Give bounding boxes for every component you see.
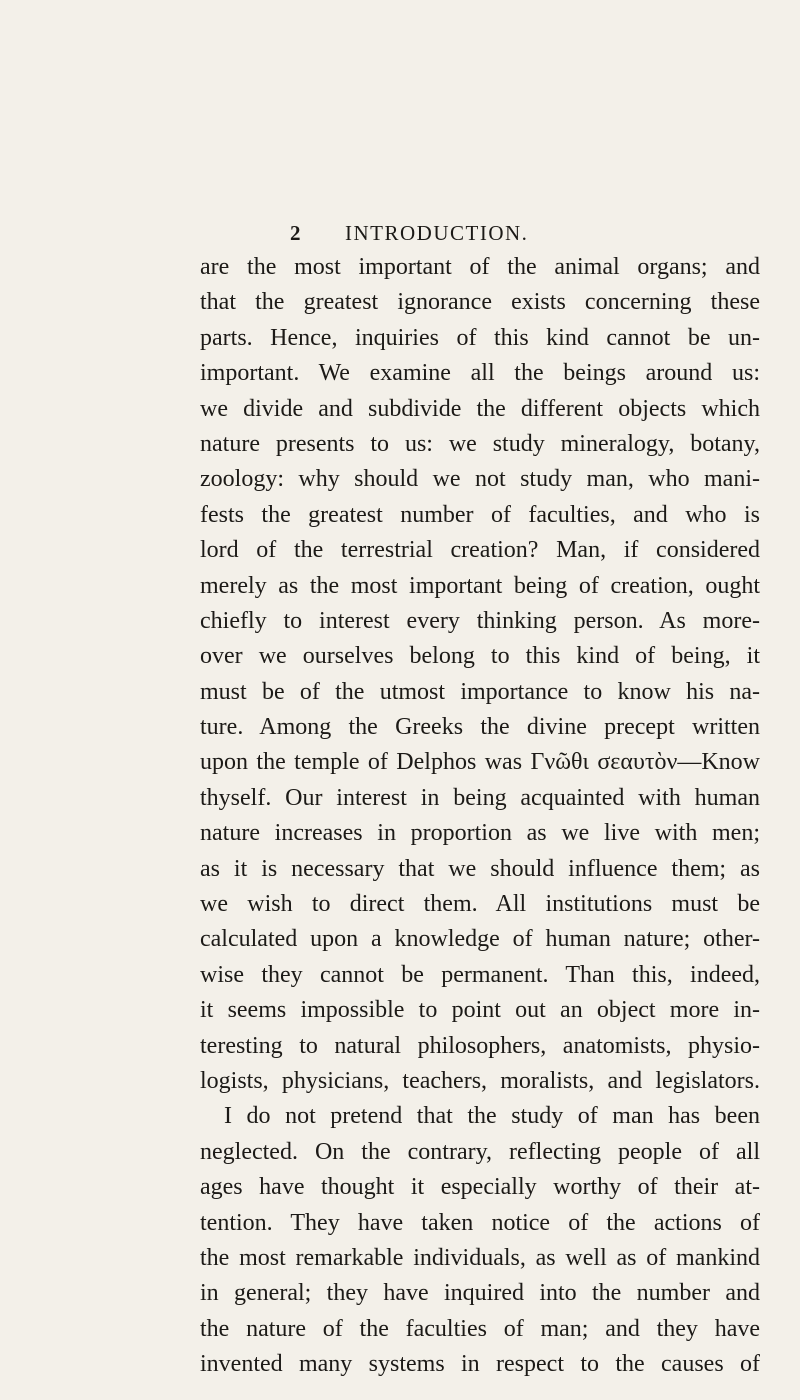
- text-line: ages have thought it especially worthy of their at-: [200, 1174, 760, 1201]
- text-line: tention. They have taken notice of the actions of: [200, 1209, 760, 1236]
- text-line: over we ourselves belong to this kind of being, it: [200, 643, 760, 670]
- text-line: it seems impossible to point out an object more in-: [200, 997, 760, 1024]
- text-line: logists, physicians, teachers, moralists, and legislators.: [200, 1067, 760, 1094]
- text-line: ture. Among the Greeks the divine precept written: [200, 714, 760, 741]
- text-line: fests the greatest number of faculties, and who is: [200, 501, 760, 528]
- text-line: I do not pretend that the study of man has been: [224, 1103, 760, 1130]
- text-line: the nature of the faculties of man; and they have: [200, 1315, 760, 1342]
- running-head: [290, 216, 800, 250]
- text-line: lord of the terrestrial creation? Man, if considered: [200, 537, 760, 564]
- text-line: nature presents to us: we study mineralogy, botany,: [200, 430, 760, 457]
- text-line: invented many systems in respect to the causes of: [200, 1351, 760, 1378]
- text-line: important. We examine all the beings around us:: [200, 360, 760, 387]
- text-line: parts. Hence, inquiries of this kind cannot be un-: [200, 324, 760, 351]
- body-text: [200, 250, 760, 1383]
- page-number: 2: [290, 221, 302, 245]
- text-line: we wish to direct them. All institutions must be: [200, 891, 760, 918]
- text-line: we divide and subdivide the different objects which: [200, 395, 760, 422]
- text-line: thyself. Our interest in being acquainted with human: [200, 784, 760, 811]
- text-line: neglected. On the contrary, reflecting people of all: [200, 1138, 760, 1165]
- text-line: calculated upon a knowledge of human nature; other-: [200, 926, 760, 953]
- text-line: zoology: why should we not study man, who mani-: [200, 466, 760, 493]
- text-line: must be of the utmost importance to know his na-: [200, 678, 760, 705]
- text-line: that the greatest ignorance exists concerning these: [200, 289, 760, 316]
- text-line: teresting to natural philosophers, anatomists, physio-: [200, 1032, 760, 1059]
- text-line: as it is necessary that we should influence them; as: [200, 855, 760, 882]
- text-line: chiefly to interest every thinking person. As more-: [200, 607, 760, 634]
- text-line: in general; they have inquired into the number and: [200, 1280, 760, 1307]
- text-line: merely as the most important being of creation, ought: [200, 572, 760, 599]
- text-line: are the most important of the animal organs; and: [200, 254, 760, 280]
- running-title: INTRODUCTION.: [345, 221, 529, 245]
- text-line: upon the temple of Delphos was Γνῶθι σεαυτὸν—Know: [200, 749, 760, 776]
- text-line: nature increases in proportion as we live with men;: [200, 820, 760, 847]
- text-line: the most remarkable individuals, as well as of mankind: [200, 1244, 760, 1271]
- text-line: wise they cannot be permanent. Than this, indeed,: [200, 961, 760, 988]
